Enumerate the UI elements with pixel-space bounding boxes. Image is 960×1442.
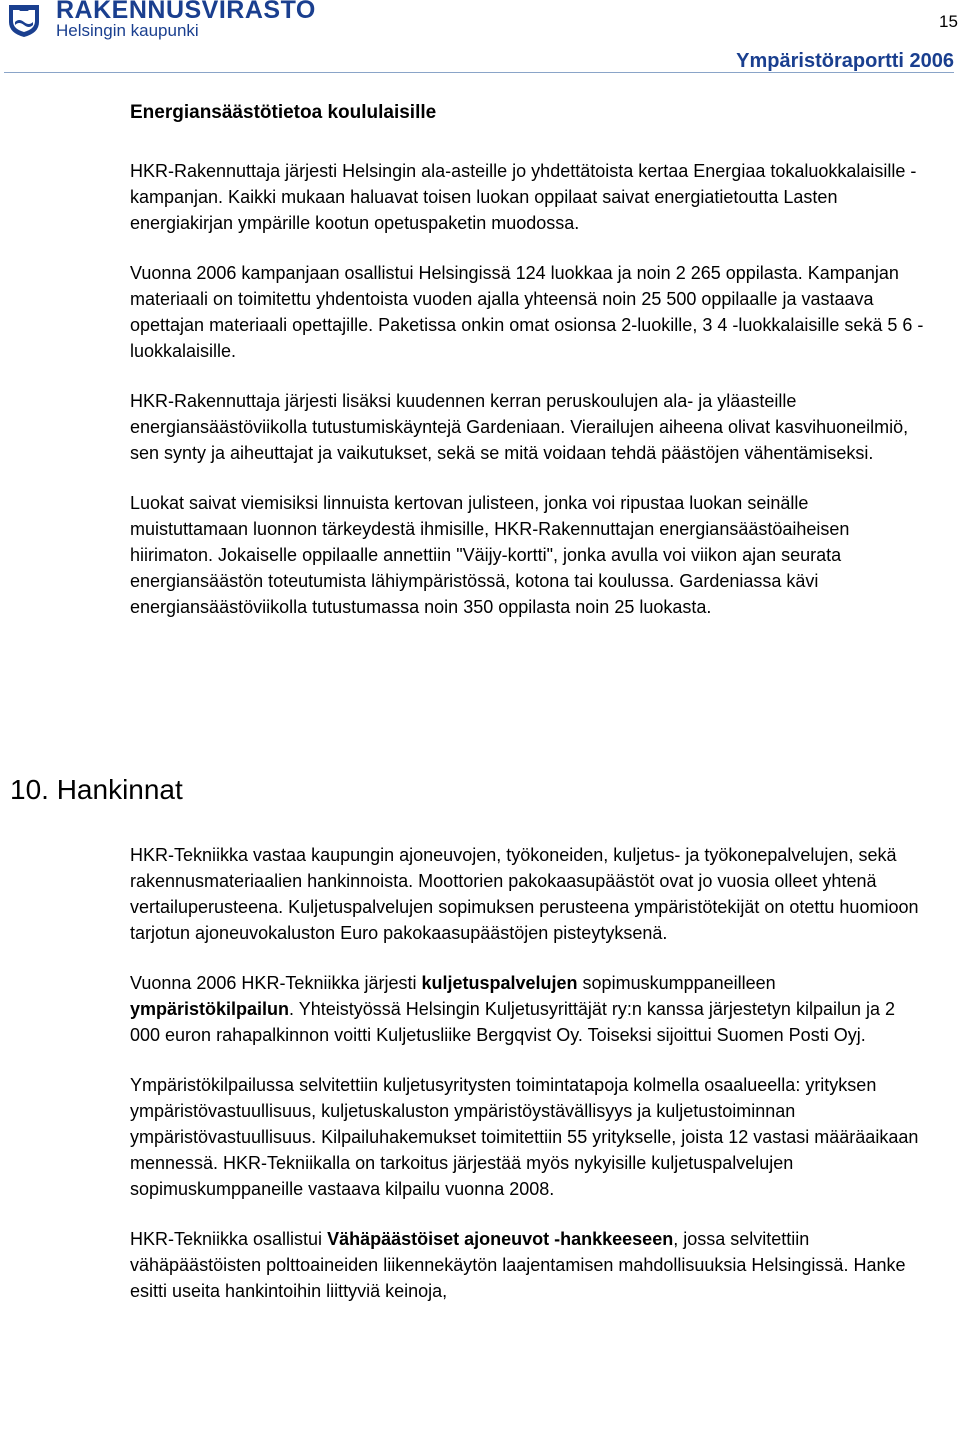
- organization-name: RAKENNUSVIRASTO: [56, 0, 316, 24]
- section-procurement: [130, 842, 930, 1328]
- bold-text: kuljetuspalvelujen: [421, 973, 578, 993]
- paragraph: HKR-Rakennuttaja järjesti lisäksi kuudennen kerran peruskoulujen ala- ja yläasteille energiansäästöviikolla tutustumiskäyntejä Gardeniaan. Vierailujen aiheena olivat kasvihuoneilmiö, sen synty ja aiheuttajat ja vaikutukset, sekä se mitä voidaan tehdä päästöjen vähentämiseksi.: [130, 391, 909, 463]
- text-run: . Yhteistyössä Helsingin Kuljetusyrittäjät ry:n kanssa järjestetyn kilpailun ja 2 000 euron rahapalkinnon voitti Kuljetusliike Bergqvist Oy. Toiseksi sijoittui Suomen Posti Oyj.: [130, 999, 896, 1045]
- paragraph: [130, 1226, 930, 1304]
- header-divider: [4, 72, 954, 73]
- chapter-heading: 10. Hankinnat: [10, 774, 183, 805]
- paragraph: Vuonna 2006 kampanjaan osallistui Helsingissä 124 luokkaa ja noin 2 265 oppilasta. Kampanjan materiaali on toimitettu yhdentoista vuoden ajalla yhteensä noin 25 500 oppilaalle ja vastaava opettajan materiaali opettajille. Paketissa onkin omat osionsa 2-luokille, 3 4 -luokkalaisille sekä 5 6 - luokkalaisille.: [130, 263, 924, 361]
- report-title: Ympäristöraportti 2006: [736, 50, 954, 72]
- helsinki-crest-icon: [6, 2, 42, 38]
- text-run: HKR-Tekniikka osallistui: [130, 1229, 328, 1249]
- text-run: Vuonna 2006 HKR-Tekniikka järjesti: [130, 973, 422, 993]
- text-run: , jossa selvitettiin vähäpäästöisten polttoaineiden liikennekäytön laajentamisen mahdollisuuksia Helsingissä. Hanke esitti useita hankintoihin liittyviä keinoja,: [130, 1229, 906, 1301]
- organization-subtitle: Helsingin kaupunki: [56, 21, 199, 40]
- paragraph: Ympäristökilpailussa selvitettiin kuljetusyritysten toimintatapoja kolmella osaalueella: yrityksen ympäristövastuullisuus, kuljetuskaluston ympäristöystävällisyys ja kuljetustoiminnan ympäristövastuullisuus. Kilpailuhakemukset toimitettiin 55 yritykselle, joista 12 vastasi määräaikaan mennessä. HKR-Tekniikalla on tarkoitus järjestää myös nykyisille kuljetuspalvelujen sopimuskumppaneille vastaava kilpailu vuonna 2008.: [130, 1075, 919, 1199]
- section-heading: Energiansäästötietoa koululaisille: [130, 102, 437, 123]
- page-number: 15: [939, 12, 958, 31]
- section-energy-education: [130, 100, 930, 644]
- paragraph: [130, 970, 930, 1048]
- text-run: sopimuskumppaneilleen: [577, 973, 776, 993]
- paragraph: HKR-Tekniikka vastaa kaupungin ajoneuvojen, työkoneiden, kuljetus- ja työkonepalvelujen, sekä rakennusmateriaalien hankinnoista. Moottorien pakokaasupäästöt ovat jo vuosia olleet yhtenä vertailuperusteena. Kuljetuspalvelujen sopimuksen perusteena ympäristötekijät on otettu huomioon tarjotun ajoneuvokaluston Euro pakokaasupäästöjen pisteytyksenä.: [130, 845, 919, 943]
- bold-text: ympäristökilpailun: [130, 999, 290, 1019]
- bold-text: Vähäpäästöiset ajoneuvot -hankkeeseen: [327, 1229, 674, 1249]
- paragraph: Luokat saivat viemisiksi linnuista kertovan julisteen, jonka voi ripustaa luokan seinälle muistuttamaan luonnon tärkeydestä ihmisille, HKR-Rakennuttajan energiansäästöaiheisen hiirimaton. Jokaiselle oppilaalle annettiin "Väijy-kortti", jonka avulla voi viikon ajan seurata energiansäästön toteutumista lähiympäristössä, kotona tai koulussa. Gardeniassa kävi energiansäästöviikolla tutustumassa noin 350 oppilasta noin 25 luokasta.: [130, 493, 850, 617]
- paragraph: HKR-Rakennuttaja järjesti Helsingin ala-asteille jo yhdettätoista kertaa Energiaa tokaluokkalaisille -kampanjan. Kaikki mukaan haluavat toisen luokan oppilaat saivat energiatietoutta Lasten energiakirjan ympärille kootun opetuspaketin muodossa.: [130, 161, 917, 233]
- page-header: [0, 0, 960, 76]
